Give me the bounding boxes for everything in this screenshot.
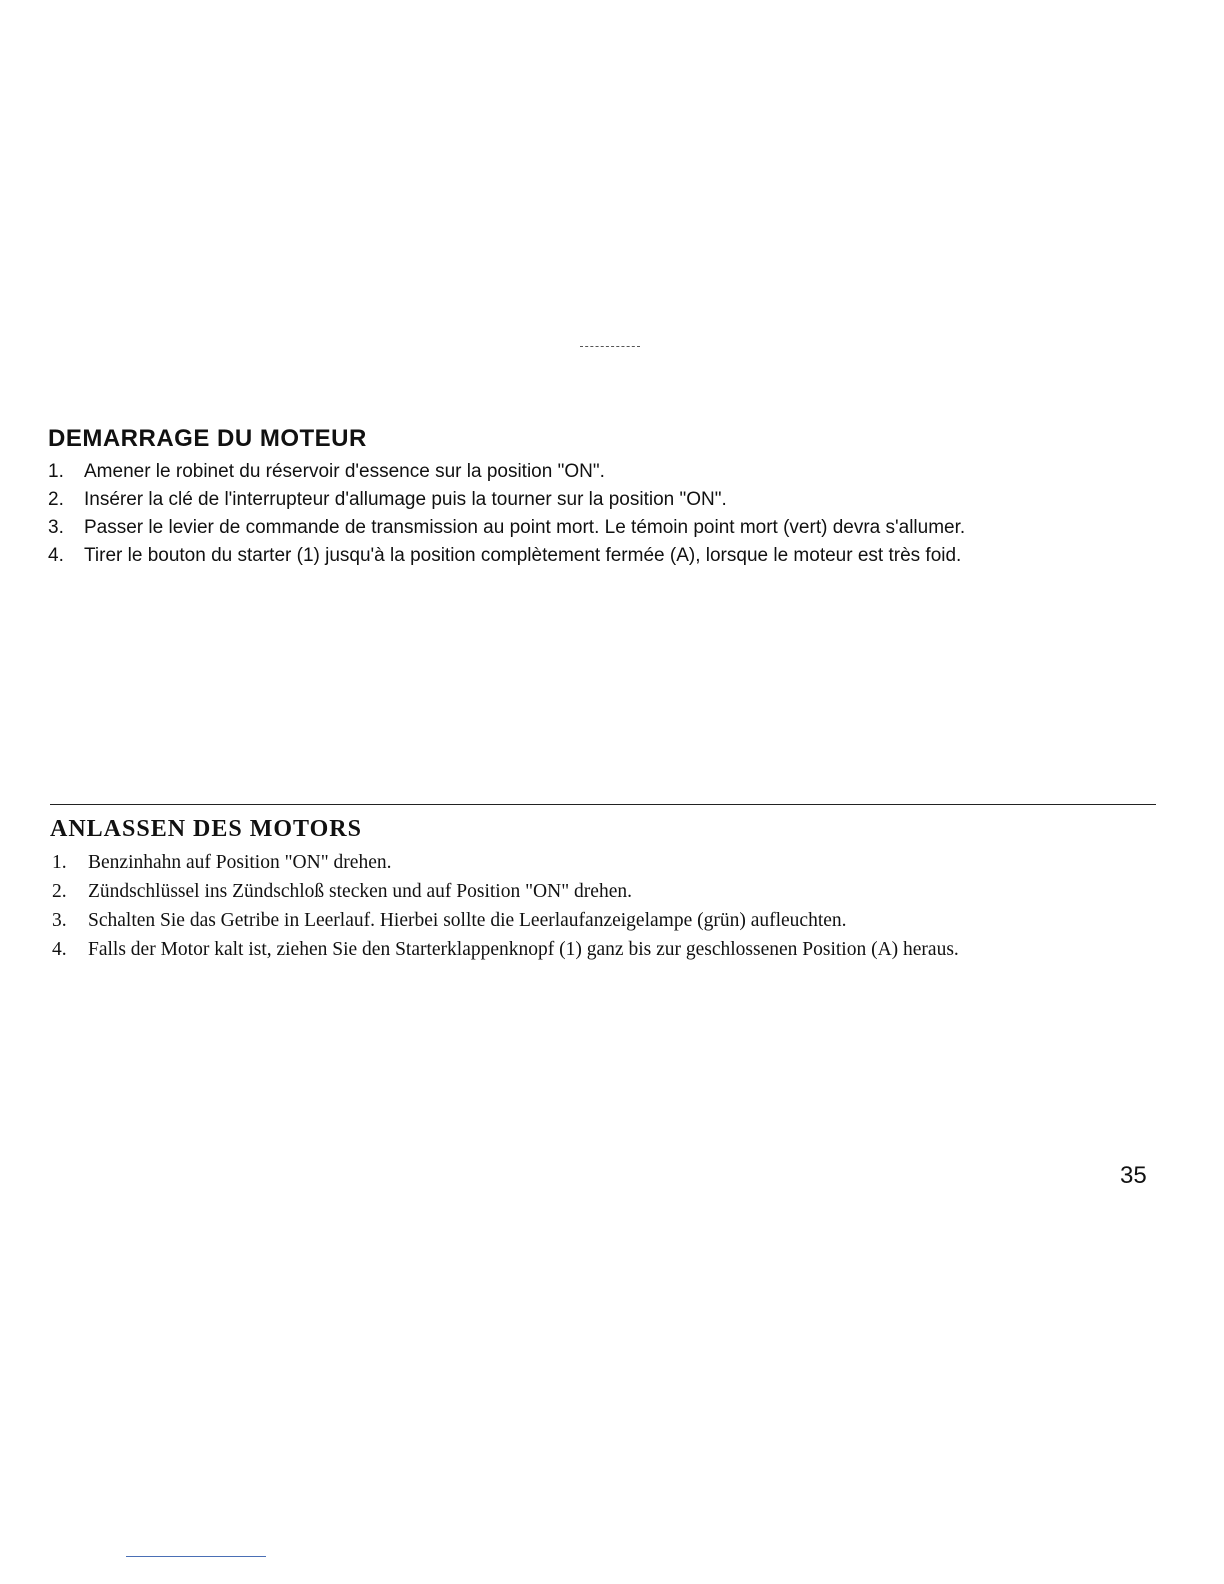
step-text: Amener le robinet du réservoir d'essence sur la position "ON". <box>84 461 605 482</box>
step-number: 3. <box>52 910 67 931</box>
list-item <box>48 542 1158 570</box>
step-text: Schalten Sie das Getribe in Leerlauf. Hierbei sollte die Leerlaufanzeigelampe (grün) aufleuchten. <box>88 910 847 931</box>
list-item <box>50 906 1160 935</box>
list-item <box>48 514 1158 542</box>
step-number: 3. <box>48 517 64 538</box>
page-number: 35 <box>1120 1162 1147 1189</box>
list-item <box>50 877 1160 906</box>
step-text: Tirer le bouton du starter (1) jusqu'à la position complètement fermée (A), lorsque le moteur est très foid. <box>84 545 962 566</box>
french-section <box>48 424 1158 570</box>
step-text: Zündschlüssel ins Zündschloß stecken und auf Position "ON" drehen. <box>88 881 632 902</box>
list-item <box>48 458 1158 486</box>
step-number: 4. <box>52 939 67 960</box>
list-item <box>48 486 1158 514</box>
section-divider <box>50 804 1156 805</box>
step-text: Insérer la clé de l'interrupteur d'allumage puis la tourner sur la position "ON". <box>84 489 727 510</box>
step-text: Falls der Motor kalt ist, ziehen Sie den Starterklappenknopf (1) ganz bis zur geschlossenen Position (A) heraus. <box>88 939 959 960</box>
step-text: Benzinhahn auf Position "ON" drehen. <box>88 852 392 873</box>
step-text: Passer le levier de commande de transmission au point mort. Le témoin point mort (vert) devra s'allumer. <box>84 517 966 538</box>
step-number: 2. <box>48 489 64 510</box>
top-dash-mark <box>580 346 640 347</box>
list-item <box>50 935 1160 964</box>
french-heading: DEMARRAGE DU MOTEUR <box>48 425 367 452</box>
french-steps-list <box>48 458 1158 570</box>
german-heading: ANLASSEN DES MOTORS <box>50 816 362 842</box>
step-number: 1. <box>48 461 64 482</box>
step-number: 1. <box>52 852 67 873</box>
bottom-rule-mark <box>126 1556 266 1557</box>
german-section <box>50 814 1160 964</box>
step-number: 2. <box>52 881 67 902</box>
german-steps-list <box>50 848 1160 964</box>
list-item <box>50 848 1160 877</box>
step-number: 4. <box>48 545 64 566</box>
